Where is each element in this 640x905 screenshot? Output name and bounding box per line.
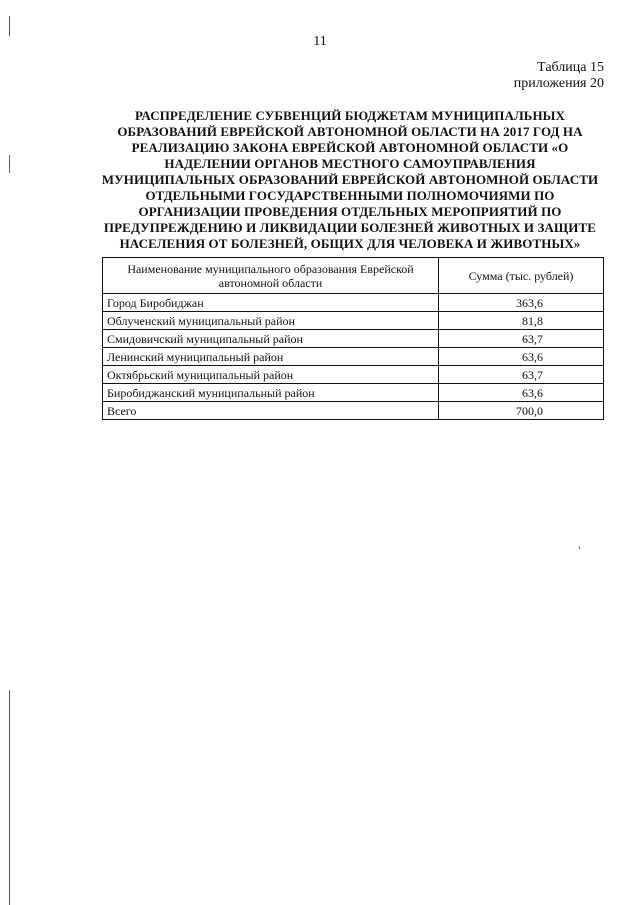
table-total-row: [103, 402, 604, 420]
row-name: Ленинский муниципальный район: [103, 348, 439, 366]
row-name: Смидовичский муниципальный район: [103, 330, 439, 348]
scan-artifact: [579, 546, 580, 549]
row-name: Биробиджанский муниципальный район: [103, 384, 439, 402]
header-sum: Сумма (тыс. рублей): [439, 258, 604, 294]
row-sum: 63,6: [439, 348, 604, 366]
table-row: [103, 312, 604, 330]
table-row: [103, 366, 604, 384]
table-reference-line2: приложения 20: [513, 76, 604, 91]
table-row: [103, 330, 604, 348]
row-name: Октябрьский муниципальный район: [103, 366, 439, 384]
row-name: Город Биробиджан: [103, 294, 439, 312]
total-sum: 700,0: [439, 402, 604, 420]
header-municipality: Наименование муниципального образования Еврейской автономной области: [103, 258, 439, 294]
row-sum: 63,7: [439, 366, 604, 384]
row-sum: 363,6: [439, 294, 604, 312]
table-reference-line1: Таблица 15: [537, 60, 604, 75]
total-label: Всего: [103, 402, 439, 420]
margin-mark-middle: [9, 155, 10, 173]
distribution-table: [102, 257, 604, 420]
page-number: 11: [313, 34, 327, 49]
table-row: [103, 294, 604, 312]
table-header-row: [103, 258, 604, 294]
margin-mark-top: [9, 16, 10, 36]
table-row: [103, 348, 604, 366]
row-sum: 63,7: [439, 330, 604, 348]
margin-mark-bottom: [9, 690, 10, 905]
table-row: [103, 384, 604, 402]
row-sum: 81,8: [439, 312, 604, 330]
document-title: РАСПРЕДЕЛЕНИЕ СУБВЕНЦИЙ БЮДЖЕТАМ МУНИЦИПАЛЬНЫХ ОБРАЗОВАНИЙ ЕВРЕЙСКОЙ АВТОНОМНОЙ ОБЛАСТИ НА 2017 ГОД НА РЕАЛИЗАЦИЮ ЗАКОНА ЕВРЕЙСКОЙ АВТОНОМНОЙ ОБЛАСТИ «О НАДЕЛЕНИИ ОРГАНОВ МЕСТНОГО САМОУПРАВЛЕНИЯ МУНИЦИПАЛЬНЫХ ОБРАЗОВАНИЙ ЕВРЕЙСКОЙ АВТОНОМНОЙ ОБЛАСТИ ОТДЕЛЬНЫМИ ГОСУДАРСТВЕННЫМИ ПОЛНОМОЧИЯМИ ПО ОРГАНИЗАЦИИ ПРОВЕДЕНИЯ ОТДЕЛЬНЫХ МЕРОПРИЯТИЙ ПО ПРЕДУПРЕЖДЕНИЮ И ЛИКВИДАЦИИ БОЛЕЗНЕЙ ЖИВОТНЫХ И ЗАЩИТЕ НАСЕЛЕНИЯ ОТ БОЛЕЗНЕЙ, ОБЩИХ ДЛЯ ЧЕЛОВЕКА И ЖИВОТНЫХ»: [101, 108, 599, 251]
row-sum: 63,6: [439, 384, 604, 402]
row-name: Облученский муниципальный район: [103, 312, 439, 330]
table-reference: [514, 60, 604, 92]
